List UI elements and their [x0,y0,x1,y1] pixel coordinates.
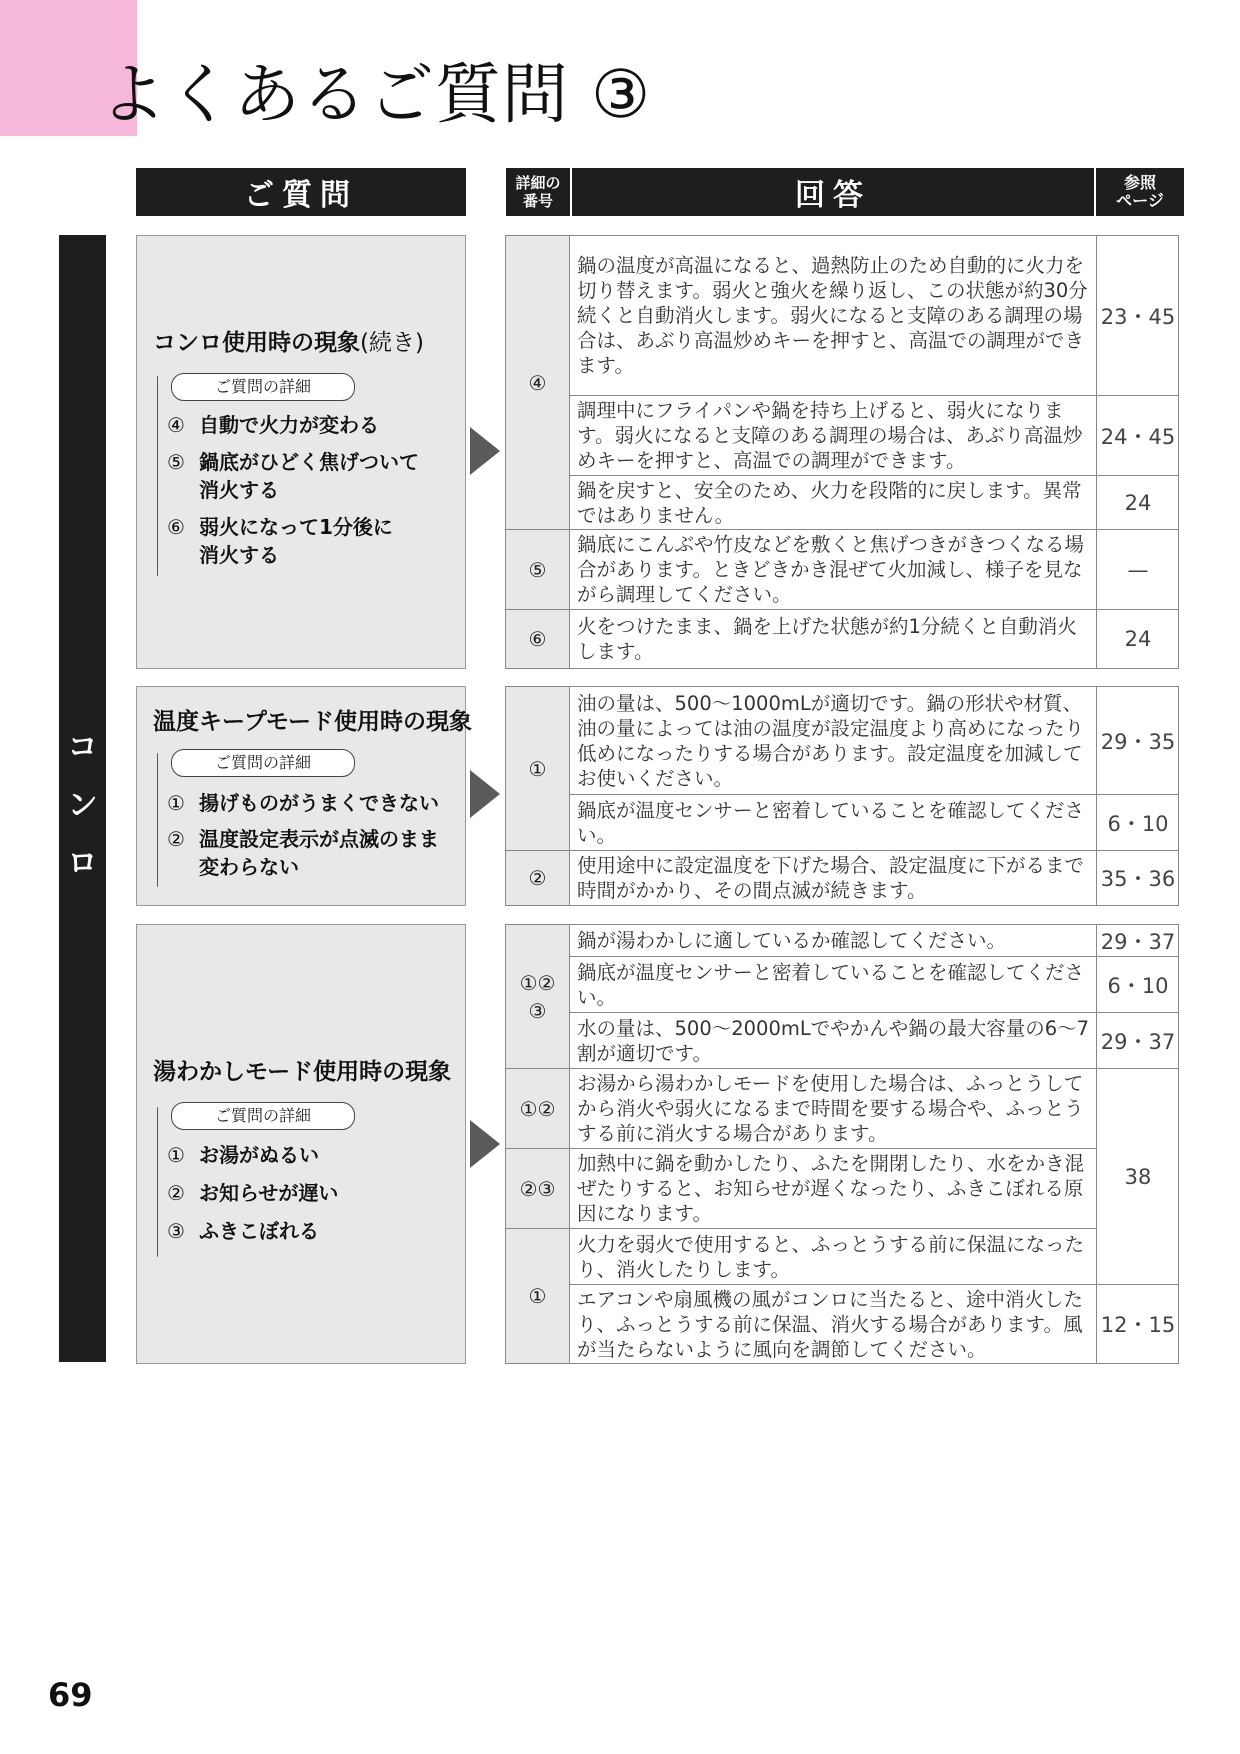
answer-text: 鍋が湯わかしに適しているか確認してください。 [570,925,1097,957]
detail-item-text: 鍋底がひどく焦げついて [199,450,419,474]
detail-item-text: ふきこぼれる [199,1219,319,1243]
detail-number-cell: ① [506,1229,570,1363]
detail-item-text: 温度設定表示が点滅のまま [199,827,439,851]
answer-text: 油の量は、500〜1000mLが適切です。鍋の形状や材質、油の量によっては油の温度が設定温度より高めになったり低めになったりする場合があります。設定温度を加減してお使いください。 [570,687,1097,795]
reference-page: 35・36 [1100,867,1176,891]
answer-text: 鍋底が温度センサーと密着していることを確認してください。 [570,957,1097,1013]
side-tab-konro [59,235,106,1362]
detail-item-text: 自動で火力が変わる [199,413,379,437]
detail-label: ご質問の詳細 [171,1102,355,1130]
header-ref-line1: 参照 [1123,173,1156,192]
detail-number-cell: ④ [506,236,570,530]
reference-page: 24 [1124,627,1152,651]
detail-item-text: お知らせが遅い [199,1181,339,1205]
answer-text: 鍋底にこんぶや竹皮などを敷くと焦げつきがきつくなる場合があります。ときどきかき混ぜて火加減し、様子を見ながら調理してください。 [570,530,1097,610]
detail-number-cell: ①② [506,1069,570,1149]
answer-text: 加熱中に鍋を動かしたり、ふたを開閉したり、水をかき混ぜたりすると、お知らせが遅くなったり、ふきこぼれる原因になります。 [570,1149,1097,1229]
arrow-right-icon [470,1120,500,1168]
detail-item-number: ② [167,1181,185,1205]
question-box-konro [136,235,466,669]
detail-item [167,1141,319,1169]
reference-page: 29・37 [1097,925,1179,957]
answer-text: エアコンや扇風機の風がコンロに当たると、途中消火したり、ふっとうする前に保温、消火する場合があります。風が当たらないように風向を調節してください。 [570,1285,1097,1363]
detail-item-text: 揚げものがうまくできない [199,791,439,815]
detail-item [167,1179,338,1207]
reference-page: 29・37 [1097,1013,1179,1069]
answer-text: お湯から湯わかしモードを使用した場合は、ふっとうしてから消火や弱火になるまで時間を要する場合や、ふっとうする前に消火する場合があります。 [570,1069,1097,1149]
detail-number-cell: ①② ③ [506,925,570,1069]
detail-item [167,789,439,817]
detail-item [167,513,393,569]
detail-item [167,411,379,439]
answer-table-konro [505,235,1179,669]
reference-page: 23・45 [1097,236,1179,396]
detail-label: ご質問の詳細 [171,749,355,777]
detail-item-text-cont: 消火する [199,478,279,502]
question-box-temp-keep [136,686,473,906]
question-box-boil [136,924,466,1364]
question-title [153,324,424,357]
side-tab-char: コ [67,730,98,765]
answer-text: 水の量は、500〜2000mLでやかんや鍋の最大容量の6〜7割が適切です。 [570,1013,1097,1069]
detail-item-number: ⑥ [167,515,185,539]
answer-text: 調理中にフライパンや鍋を持ち上げると、弱火になります。弱火になると支障のある調理の場合は、あぶり高温炒めキーを押すと、高温での調理ができます。 [570,396,1097,476]
detail-item-number: ⑤ [167,450,185,474]
question-title [153,1053,451,1086]
answer-text: 鍋底が温度センサーと密着していることを確認してください。 [570,795,1097,851]
reference-page: 6・10 [1097,957,1179,1013]
reference-page: 6・10 [1097,795,1179,851]
header-reference-page [1096,168,1184,216]
detail-item-number: ① [167,791,185,815]
detail-number-cell: ②③ [506,1149,570,1229]
header-answer: 回答 [572,168,1094,216]
question-title-main: 温度キープモード使用時の現象 [153,709,473,735]
answer-table-boil [505,924,1179,1364]
arrow-right-icon [470,770,500,818]
detail-label: ご質問の詳細 [171,373,355,401]
detail-bracket [157,376,158,576]
detail-number-cell: ⑤ [506,530,570,610]
reference-page: — [1097,530,1179,610]
detail-item-number: ② [167,827,185,851]
answer-text: 鍋を戻すと、安全のため、火力を段階的に戻します。異常ではありません。 [570,476,1097,530]
detail-item-text-cont: 変わらない [199,855,299,879]
detail-number-cell: ① [506,687,570,851]
reference-page: 24・45 [1097,396,1179,476]
detail-item-number: ③ [167,1219,185,1243]
page-number: 69 [48,1676,93,1714]
answer-table-temp-keep [505,686,1179,906]
detail-bracket [157,753,158,887]
reference-page: 29・35 [1097,687,1179,795]
answer-text: 火をつけたまま、鍋を上げた状態が約1分続くと自動消火します。 [570,610,1097,668]
answer-text: 鍋の温度が高温になると、過熱防止のため自動的に火力を切り替えます。弱火と強火を繰り返し、この状態が約30分続くと自動消火します。弱火になると支障のある調理の場合は、あぶり高温炒めキーを押すと、高温での調理ができます。 [570,236,1097,396]
header-detail-number [506,168,570,216]
answer-text: 火力を弱火で使用すると、ふっとうする前に保温になったり、消火したりします。 [570,1229,1097,1285]
detail-bracket [157,1107,158,1257]
detail-item [167,825,439,881]
reference-page: 24 [1097,476,1179,530]
question-title-main: 湯わかしモード使用時の現象 [153,1059,452,1085]
question-title-sub: (続き) [360,330,424,356]
side-tab-char: ロ [67,846,98,881]
header-detail-number-line1: 詳細の [515,174,561,192]
header-ref-line2: ページ [1116,191,1164,210]
detail-item-text-cont: 消火する [199,543,279,567]
detail-number-cell: ② [506,851,570,905]
detail-number-cell: ⑥ [506,610,570,668]
detail-item-number: ① [167,1143,185,1167]
answer-text: 使用途中に設定温度を下げた場合、設定温度に下がるまで時間がかかり、その間点滅が続きます。 [570,851,1097,905]
page-title: よくあるご質問 ③ [100,56,652,133]
arrow-right-icon [470,427,500,475]
side-tab-char: ン [67,788,98,823]
reference-page: 38 [1097,1069,1179,1285]
reference-page: 12・15 [1100,1313,1176,1337]
detail-item [167,1217,319,1245]
header-detail-number-line2: 番号 [522,192,553,210]
detail-item-text: 弱火になって1分後に [199,515,393,539]
header-question: ご質問 [136,168,466,216]
detail-item-number: ④ [167,413,185,437]
question-title [153,703,472,736]
question-title-main: コンロ使用時の現象 [153,330,360,356]
detail-item [167,448,419,504]
detail-item-text: お湯がぬるい [199,1143,319,1167]
